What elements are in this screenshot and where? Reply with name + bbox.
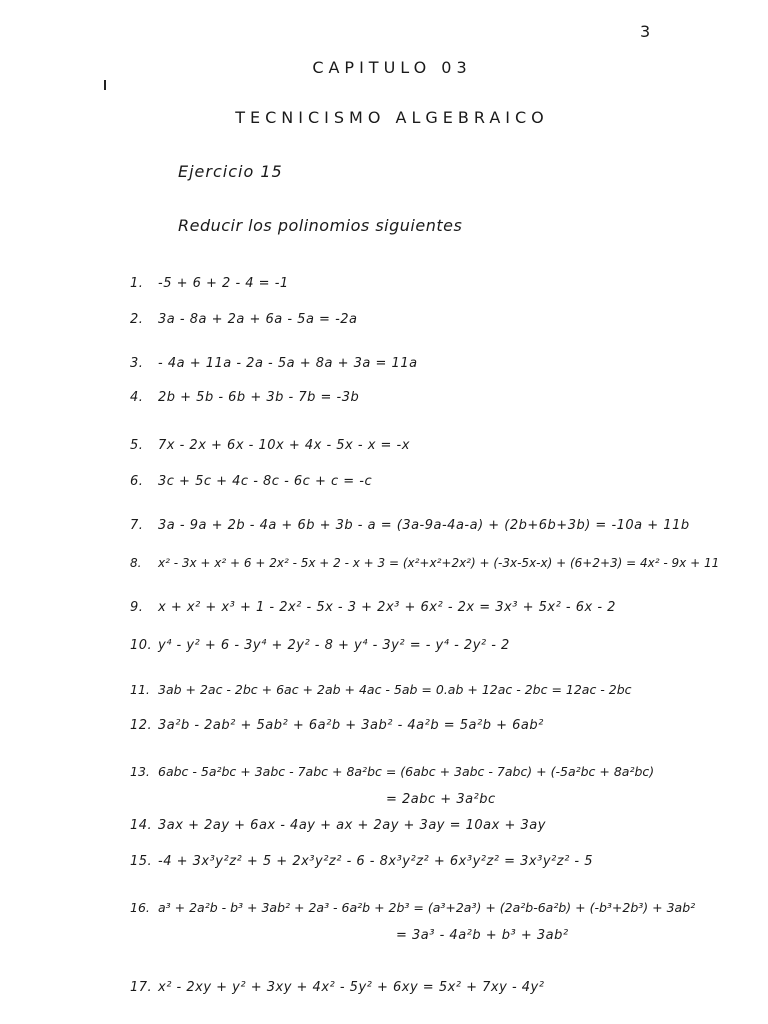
problem-row <box>130 438 410 453</box>
problem-row <box>130 682 632 697</box>
problem-expression: - 4a + 11a - 2a - 5a + 8a + 3a = 11a <box>158 356 418 371</box>
problem-row <box>130 764 654 779</box>
problem-number: 14. <box>130 818 153 833</box>
problem-row <box>130 556 719 570</box>
problem-row <box>130 390 359 405</box>
problem-number: 1. <box>130 276 144 291</box>
chapter-subtitle: TECNICISMO ALGEBRAICO <box>235 108 549 127</box>
problem-expression: 3a²b - 2ab² + 5ab² + 6a²b + 3ab² - 4a²b = 5a²b + 6ab² <box>158 718 544 733</box>
problem-row <box>130 356 418 371</box>
problem-expression: y⁴ - y² + 6 - 3y⁴ + 2y² - 8 + y⁴ - 3y² = - y⁴ - 2y² - 2 <box>158 638 510 653</box>
problem-number: 11. <box>130 682 150 697</box>
problem-number: 8. <box>130 556 142 570</box>
problem-number: 4. <box>130 390 144 405</box>
exercise-instruction: Reducir los polinomios siguientes <box>178 216 463 235</box>
problem-expression: x² - 2xy + y² + 3xy + 4x² - 5y² + 6xy = 5x² + 7xy - 4y² <box>158 980 545 995</box>
problem-expression: 3ax + 2ay + 6ax - 4ay + ax + 2ay + 3ay = 10ax + 3ay <box>158 818 546 833</box>
problem-expression: 2b + 5b - 6b + 3b - 7b = -3b <box>158 390 360 405</box>
problem-row <box>130 854 593 869</box>
problem-row <box>130 638 510 653</box>
problem-number: 7. <box>130 518 144 533</box>
problem-number: 5. <box>130 438 144 453</box>
problem-row <box>130 718 544 733</box>
problem-expression: 6abc - 5a²bc + 3abc - 7abc + 8a²bc = (6abc + 3abc - 7abc) + (-5a²bc + 8a²bc) <box>158 764 655 779</box>
problem-row <box>130 474 372 489</box>
problem-row <box>130 600 616 615</box>
problem-expression: x² - 3x + x² + 6 + 2x² - 5x + 2 - x + 3 = (x²+x²+2x²) + (-3x-5x-x) + (6+2+3) = 4x² - 9x + 11 <box>158 556 720 570</box>
stray-mark <box>104 80 106 90</box>
problem-row <box>130 900 695 915</box>
problem-expression: a³ + 2a²b - b³ + 3ab² + 2a³ - 6a²b + 2b³ = (a³+2a³) + (2a²b-6a²b) + (-b³+2b³) + 3ab² <box>158 900 696 915</box>
problem-number: 3. <box>130 356 144 371</box>
problem-number: 13. <box>130 764 150 779</box>
problem-number: 17. <box>130 980 153 995</box>
problem-row <box>130 276 289 291</box>
problem-row <box>130 518 690 533</box>
problem-expression: 3ab + 2ac - 2bc + 6ac + 2ab + 4ac - 5ab = 0.ab + 12ac - 2bc = 12ac - 2bc <box>158 682 632 697</box>
problem-row <box>130 818 546 833</box>
problem-expression: 7x - 2x + 6x - 10x + 4x - 5x - x = -x <box>158 438 410 453</box>
problem-number: 10. <box>130 638 153 653</box>
page-number: 3 <box>640 22 651 41</box>
problem-continuation: = 2abc + 3a²bc <box>386 792 496 807</box>
problem-expression: -4 + 3x³y²z² + 5 + 2x³y²z² - 6 - 8x³y²z² + 6x³y²z² = 3x³y²z² - 5 <box>158 854 594 869</box>
problem-number: 6. <box>130 474 144 489</box>
problem-row <box>130 312 358 327</box>
problem-number: 15. <box>130 854 153 869</box>
problem-expression: 3a - 8a + 2a + 6a - 5a = -2a <box>158 312 358 327</box>
problem-expression: 3a - 9a + 2b - 4a + 6b + 3b - a = (3a-9a-4a-a) + (2b+6b+3b) = -10a + 11b <box>158 518 690 533</box>
exercise-heading: Ejercicio 15 <box>178 162 283 181</box>
chapter-title: CAPITULO 03 <box>312 58 472 77</box>
problem-row <box>130 980 544 995</box>
problem-number: 9. <box>130 600 144 615</box>
problem-number: 12. <box>130 718 153 733</box>
problem-expression: x + x² + x³ + 1 - 2x² - 5x - 3 + 2x³ + 6x² - 2x = 3x³ + 5x² - 6x - 2 <box>158 600 616 615</box>
problem-continuation: = 3a³ - 4a²b + b³ + 3ab² <box>396 928 569 943</box>
problem-expression: -5 + 6 + 2 - 4 = -1 <box>158 276 289 291</box>
problem-expression: 3c + 5c + 4c - 8c - 6c + c = -c <box>158 474 373 489</box>
problem-number: 16. <box>130 900 150 915</box>
problem-number: 2. <box>130 312 144 327</box>
